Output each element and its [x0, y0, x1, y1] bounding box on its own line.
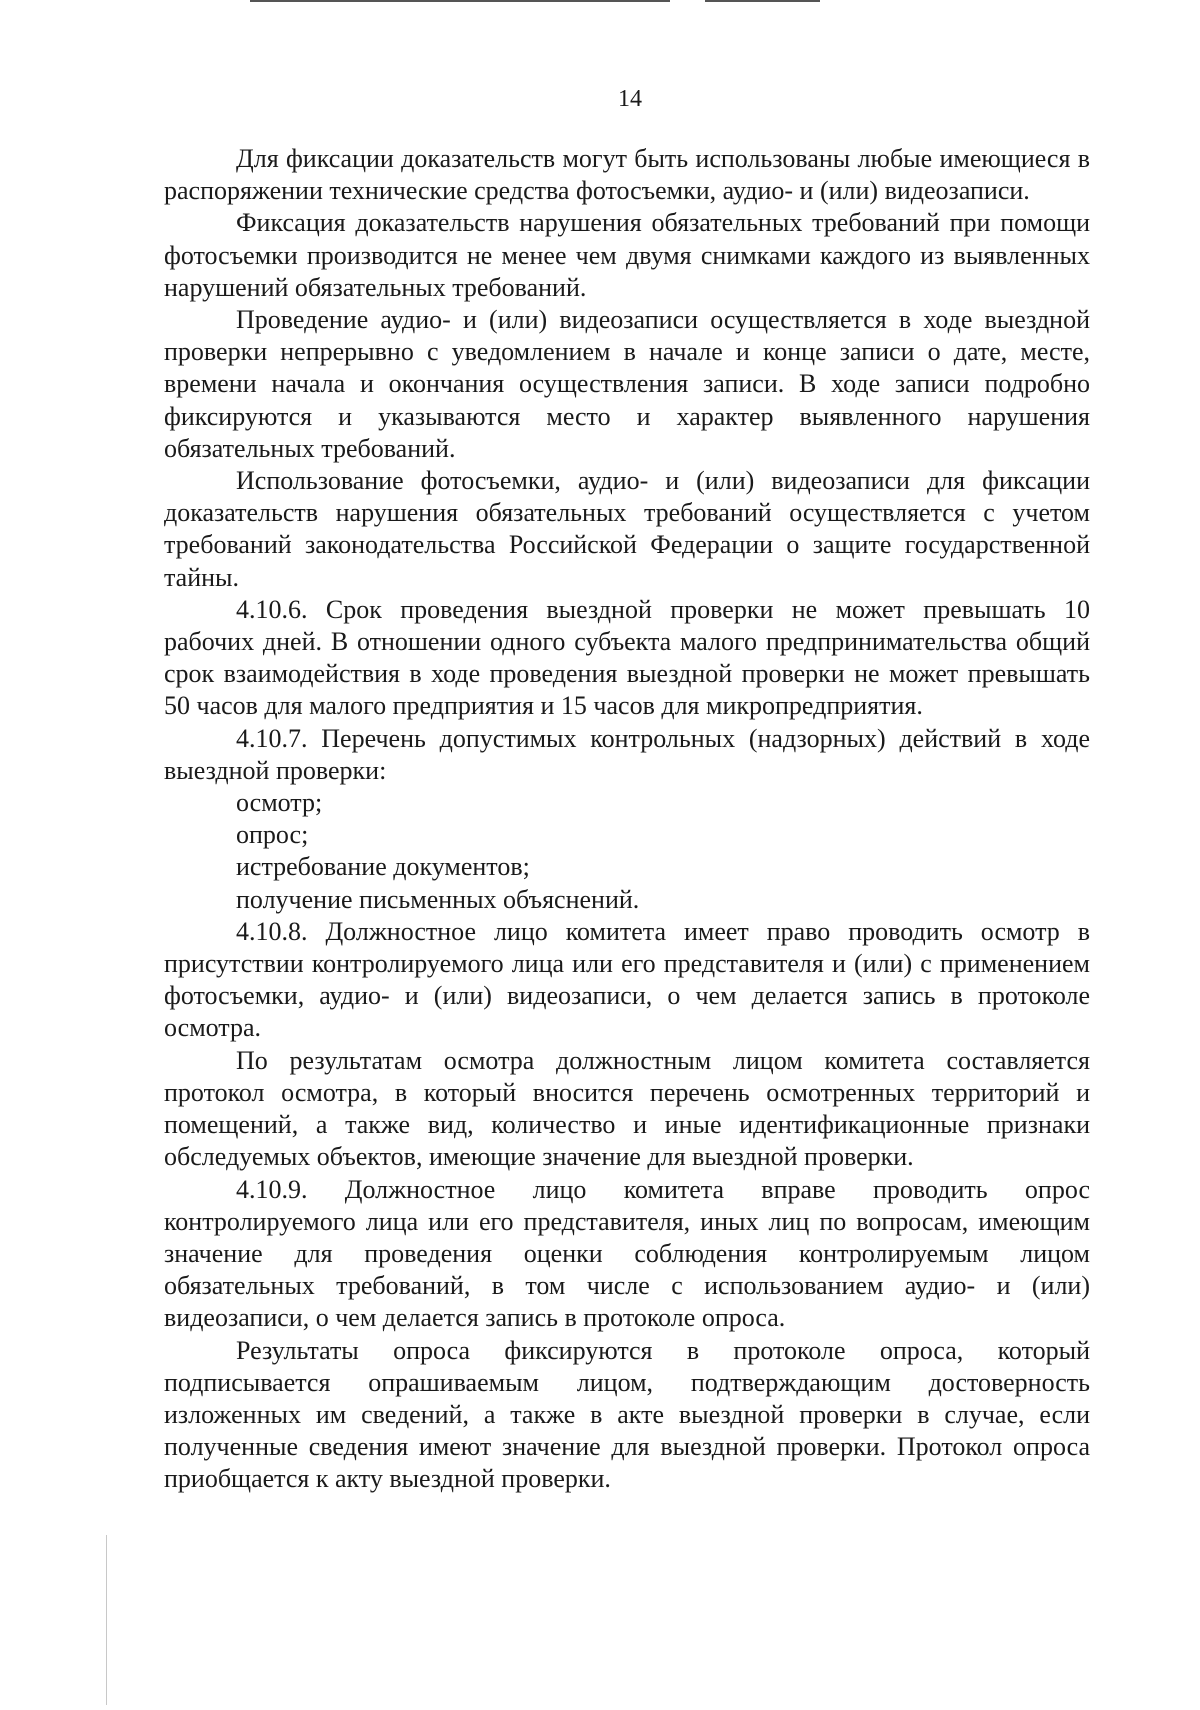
paragraph-state-secret: Использование фотосъемки, аудио- и (или) видеозаписи для фиксации доказательств нарушения обязательных требований осуществляется с учетом требований законодательства Российской Федерации о защите государственной тайны.: [164, 466, 1090, 592]
paragraph-4-10-6: 4.10.6. Срок проведения выездной проверки не может превышать 10 рабочих дней. В отношении одного субъекта малого предпринимательства общий срок взаимодействия в ходе проведения выездной проверки не может превышать 50 часов для малого предприятия и 15 часов для микропредприятия.: [164, 594, 1090, 721]
list-item: получение письменных объяснений.: [236, 884, 640, 914]
scan-margin-mark: [106, 1535, 107, 1705]
page-number: 14: [618, 86, 642, 112]
list-item: осмотр;: [236, 788, 323, 818]
paragraph-evidence-means: Для фиксации доказательств могут быть использованы любые имеющиеся в распоряжении технические средства фотосъемки, аудио- и (или) видеозаписи.: [164, 144, 1090, 206]
list-item: опрос;: [236, 820, 309, 850]
paragraph-photo-fixation: Фиксация доказательств нарушения обязательных требований при помощи фотосъемки производится не менее чем двумя снимками каждого из выявленных нарушений обязательных требований.: [164, 208, 1090, 302]
list-item: истребование документов;: [236, 852, 530, 882]
scan-artifact-line: [705, 0, 820, 2]
paragraph-4-10-9: 4.10.9. Должностное лицо комитета вправе проводить опрос контролируемого лица или его представителя, иных лиц по вопросам, имеющим значение для проведения оценки соблюдения контролируемым лицом обязательных требований, в том числе с использованием аудио- и (или) видеозаписи, о чем делается запись в протоколе опроса.: [164, 1174, 1090, 1333]
scan-artifact-line: [250, 0, 670, 2]
paragraph-survey-results: Результаты опроса фиксируются в протоколе опроса, который подписывается опрашиваемым лицом, подтверждающим достоверность изложенных им сведений, а также в акте выездной проверки в случае, если полученные сведения имеют значение для выездной проверки. Протокол опроса приобщается к акту выездной проверки.: [164, 1335, 1090, 1494]
paragraph-4-10-8: 4.10.8. Должностное лицо комитета имеет право проводить осмотр в присутствии контролируемого лица или его представителя и (или) с применением фотосъемки, аудио- и (или) видеозаписи, о чем делается запись в протоколе осмотра.: [164, 916, 1090, 1043]
paragraph-audio-video-recording: Проведение аудио- и (или) видеозаписи осуществляется в ходе выездной проверки непрерывно с уведомлением в начале и конце записи о дате, месте, времени начала и окончания осуществления записи. В ходе записи подробно фиксируются и указываются место и характер выявленного нарушения обязательных требований.: [164, 305, 1090, 463]
document-body: [164, 143, 1090, 1496]
paragraph-4-10-7: 4.10.7. Перечень допустимых контрольных (надзорных) действий в ходе выездной проверки:: [164, 723, 1090, 785]
paragraph-inspection-protocol: По результатам осмотра должностным лицом комитета составляется протокол осмотра, в который вносится перечень осмотренных территорий и помещений, а также вид, количество и иные идентификационные признаки обследуемых объектов, имеющие значение для выездной проверки.: [164, 1045, 1090, 1172]
